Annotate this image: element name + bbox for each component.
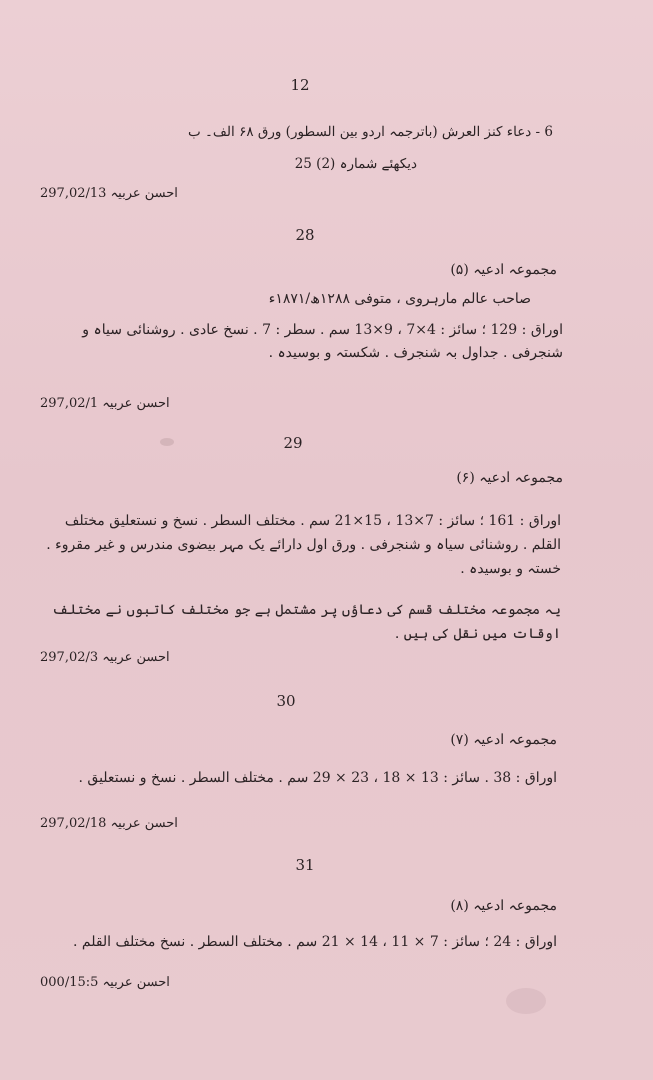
entry-line: 6 - دعاء کنز العرش (باترجمہ اردو بین السطور) ورق ۶۸ الف۔ ب [188,124,553,140]
entry-note: یہ مجموعہ مختلف قسم کی دعاؤں پر مشتمل ہے جو مختلف کاتبوں نے مختلف اوقات میں نقل کی ہیں . [51,602,561,642]
entry-number: 29 [283,434,303,452]
entry-title: مجموعہ ادعیہ (۶) [456,470,563,486]
entry-description: اوراق : 161 ؛ سائز : 7×13 ، 15×21 سم . مختلف السطر . نسخ و نستعلیق مختلف القلم . روشنائی سیاہ و شنجرفی . ورق اول دارائے یک مہر بیضوی مندرس و غیر مقروء . خستہ و بوسیدہ . [46,513,561,577]
call-number: احسن عربیہ 297,02/3 [40,650,170,665]
entry-number: 28 [295,226,315,244]
entry-number: 12 [290,76,310,94]
call-number: احسن عربیہ 297,02/18 [40,816,178,831]
entry-number: 30 [276,692,296,710]
entry-description: اوراق : 129 ؛ سائز : 4×7 ، 9×13 سم . سطر : 7 . نسخ عادی . روشنائی سیاہ و شنجرفی . جداول بہ شنجرف . شکستہ و بوسیدہ . [82,322,563,361]
paper-speck [506,988,546,1014]
entry-title: مجموعہ ادعیہ (۸) [450,898,557,914]
call-number: احسن عربیہ 000/15:5 [40,975,170,990]
entry-number: 31 [295,856,315,874]
entry-description: اوراق : 38 . سائز : 13 × 18 ، 23 × 29 سم . مختلف السطر . نسخ و نستعلیق . [78,770,557,786]
paper-speck [160,438,174,446]
entry-line: دیکھئے شمارہ (2) 25 [294,156,417,172]
entry-description: اوراق : 24 ؛ سائز : 7 × 11 ، 14 × 21 سم . مختلف السطر . نسخ مختلف القلم . [72,934,557,950]
entry-author: صاحب عالم مارہروی ، متوفی ۱۲۸۸ھ/۱۸۷۱ء [268,291,531,307]
entry-title: مجموعہ ادعیہ (۵) [450,262,557,278]
call-number: احسن عربیہ 297,02/1 [40,396,170,411]
call-number: احسن عربیہ 297,02/13 [40,186,178,201]
entry-title: مجموعہ ادعیہ (۷) [450,732,557,748]
